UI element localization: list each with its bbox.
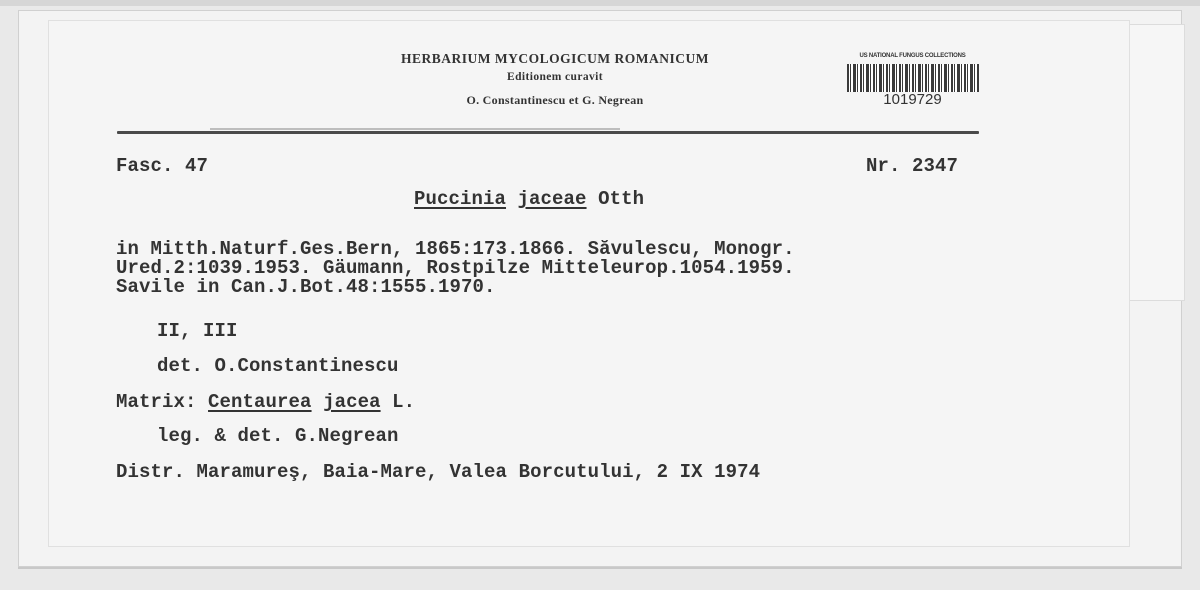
reference-line: Ured.2:1039.1953. Gäumann, Rostpilze Mitteleurop.1054.1959. <box>116 257 795 279</box>
host-genus: Centaurea <box>208 391 312 413</box>
herbarium-title: HERBARIUM MYCOLOGICUM ROMANICUM <box>401 51 709 66</box>
collector: leg. & det. G.Negrean <box>157 425 399 447</box>
herbarium-editors: O. Constantinescu et G. Negrean <box>466 93 644 107</box>
herbarium-subtitle: Editionem curavit <box>507 71 603 83</box>
species-name <box>414 189 644 209</box>
label-header <box>330 50 780 110</box>
sheet-flap <box>1125 24 1185 301</box>
determiner: det. O.Constantinescu <box>157 355 399 377</box>
barcode-sticker <box>840 52 985 120</box>
reference-line: Savile in Can.J.Bot.48:1555.1970. <box>116 276 496 298</box>
species-epithet: jaceae <box>517 188 587 210</box>
matrix-label: Matrix: <box>116 391 197 413</box>
scan-edge <box>0 0 1200 6</box>
reference-line: in Mitth.Naturf.Ges.Bern, 1865:173.1866. Săvulescu, Monogr. <box>116 238 795 260</box>
species-author: Otth <box>598 188 645 210</box>
barcode-number: 1019729 <box>883 91 942 108</box>
species-genus: Puccinia <box>414 188 507 210</box>
host-epithet: jacea <box>323 391 381 413</box>
barcode-caption: US NATIONAL FUNGUS COLLECTIONS <box>859 53 966 59</box>
spore-stages: II, III <box>157 320 238 342</box>
barcode-icon <box>847 64 979 92</box>
header-rule <box>117 131 979 134</box>
fascicle-number: Fasc. 47 <box>116 155 209 177</box>
exsiccata-number: Nr. 2347 <box>866 155 959 177</box>
header-rule-shadow <box>210 128 620 130</box>
locality: Distr. Maramureş, Baia-Mare, Valea Borcutului, 2 IX 1974 <box>116 461 761 483</box>
matrix-host <box>116 392 415 412</box>
host-author: L. <box>392 391 416 413</box>
